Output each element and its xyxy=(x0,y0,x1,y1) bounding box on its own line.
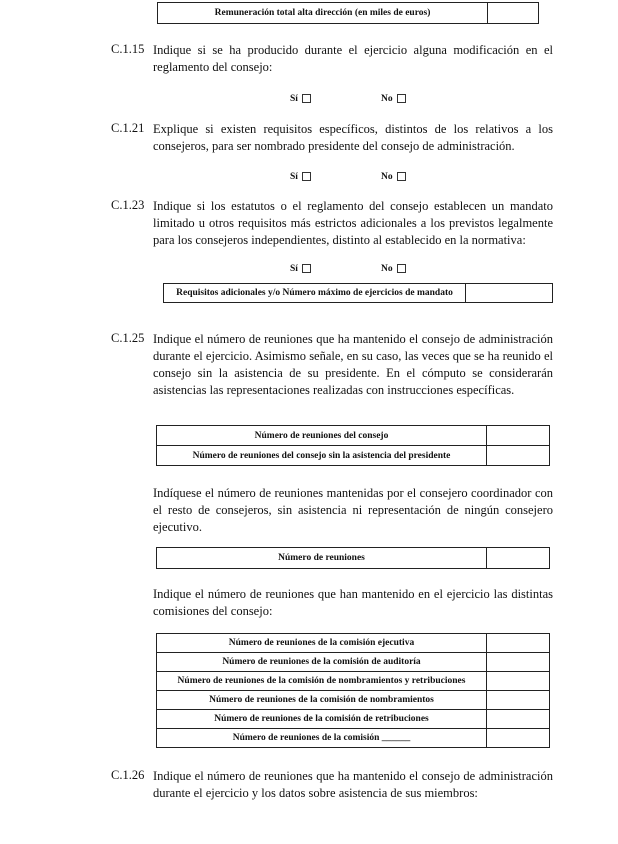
checkbox-icon[interactable] xyxy=(397,264,406,273)
table-row xyxy=(157,548,550,569)
table-row xyxy=(157,653,550,672)
value-cell[interactable] xyxy=(466,284,553,303)
table-row xyxy=(157,672,550,691)
table-label: Remuneración total alta dirección (en miles de euros) xyxy=(158,3,488,24)
coordinator-meetings-table xyxy=(156,547,550,569)
yes-option[interactable]: Sí xyxy=(290,172,311,182)
table-label: Número de reuniones de la comisión de retribuciones xyxy=(157,710,487,729)
question-number: C.1.25 xyxy=(111,331,145,345)
no-option[interactable]: No xyxy=(381,94,406,104)
value-cell[interactable] xyxy=(487,426,550,446)
no-option[interactable]: No xyxy=(381,264,406,274)
question-text: Indique el número de reuniones que ha mantenido el consejo de administración durante el ejercicio y los datos sobre asistencia de sus miembros: xyxy=(153,769,553,800)
value-cell[interactable] xyxy=(487,710,550,729)
table-label: Número de reuniones de la comisión ejecutiva xyxy=(157,634,487,653)
mandate-table xyxy=(163,283,553,303)
table-label: Número de reuniones xyxy=(157,548,487,569)
table-row xyxy=(157,729,550,748)
value-cell[interactable] xyxy=(488,3,539,24)
question-text: Indique si los estatutos o el reglamento del consejo establecen un mandato limitado u otros requisitos más estrictos adicionales a los previstos legalmente para los consejeros independientes, distinto al establecido en la normativa: xyxy=(153,199,553,247)
table-label: Número de reuniones de la comisión de nombramientos y retribuciones xyxy=(157,672,487,691)
question-text: Explique si existen requisitos específicos, distintos de los relativos a los consejeros, para ser nombrado presidente del consejo de administración. xyxy=(153,122,553,153)
value-cell[interactable] xyxy=(487,672,550,691)
paragraph: Indique el número de reuniones que han mantenido en el ejercicio las distintas comisiones del consejo: xyxy=(153,587,553,618)
value-cell[interactable] xyxy=(487,653,550,672)
checkbox-icon[interactable] xyxy=(302,94,311,103)
checkbox-icon[interactable] xyxy=(302,172,311,181)
question-number: C.1.21 xyxy=(111,121,145,135)
top-remuneration-table xyxy=(157,2,539,24)
committee-meetings-table xyxy=(156,633,550,748)
table-row xyxy=(157,634,550,653)
value-cell[interactable] xyxy=(487,548,550,569)
table-label: Número de reuniones de la comisión ______ xyxy=(157,729,487,748)
table-label: Número de reuniones de la comisión de auditoría xyxy=(157,653,487,672)
table-label: Número de reuniones de la comisión de nombramientos xyxy=(157,691,487,710)
table-label: Número de reuniones del consejo sin la asistencia del presidente xyxy=(157,446,487,466)
value-cell[interactable] xyxy=(487,634,550,653)
value-cell[interactable] xyxy=(487,729,550,748)
table-label: Número de reuniones del consejo xyxy=(157,426,487,446)
question-number: C.1.26 xyxy=(111,768,145,782)
checkbox-icon[interactable] xyxy=(397,172,406,181)
question-number: C.1.23 xyxy=(111,198,145,212)
board-meetings-table xyxy=(156,425,550,466)
checkbox-icon[interactable] xyxy=(302,264,311,273)
question-text: Indique el número de reuniones que ha mantenido el consejo de administración durante el ejercicio. Asimismo señale, en su caso, las veces que se ha reunido el consejo sin la asistencia de su presidente. En el cómputo se considerarán asistencias las representaciones realizadas con instrucciones específicas. xyxy=(153,332,553,397)
value-cell[interactable] xyxy=(487,446,550,466)
no-option[interactable]: No xyxy=(381,172,406,182)
question-number: C.1.15 xyxy=(111,42,145,56)
paragraph: Indíquese el número de reuniones mantenidas por el consejero coordinador con el resto de consejeros, sin asistencia ni representación de ningún consejero ejecutivo. xyxy=(153,486,553,534)
yes-option[interactable]: Sí xyxy=(290,94,311,104)
yes-option[interactable]: Sí xyxy=(290,264,311,274)
table-row xyxy=(157,446,550,466)
table-row xyxy=(157,710,550,729)
checkbox-icon[interactable] xyxy=(397,94,406,103)
table-row xyxy=(157,426,550,446)
table-label: Requisitos adicionales y/o Número máximo de ejercicios de mandato xyxy=(164,284,466,303)
question-text: Indique si se ha producido durante el ejercicio alguna modificación en el reglamento del consejo: xyxy=(153,43,553,74)
value-cell[interactable] xyxy=(487,691,550,710)
table-row xyxy=(157,691,550,710)
